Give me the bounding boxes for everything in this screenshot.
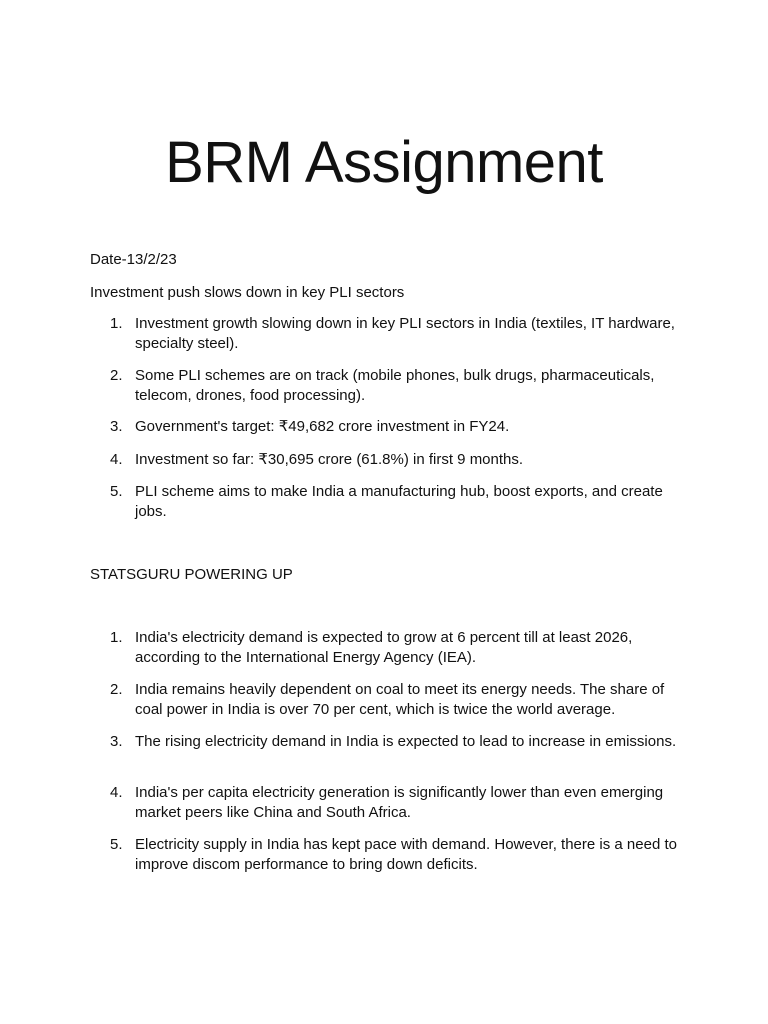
- list-item-number: 1.: [110, 629, 123, 646]
- list-item-text: India remains heavily dependent on coal to meet its energy needs. The share of coal power in India is over 70 per cent, which is twice the world average.: [135, 681, 665, 718]
- list-item-text: Some PLI schemes are on track (mobile phones, bulk drugs, pharmaceuticals, telecom, drones, food processing).: [135, 367, 655, 404]
- list-item: [90, 314, 690, 354]
- list-item: [90, 450, 690, 470]
- list-item-number: 3.: [110, 418, 123, 435]
- list-item: [90, 417, 690, 437]
- list-item: [90, 482, 690, 522]
- document-title: BRM Assignment: [165, 130, 603, 195]
- list-item-text: Electricity supply in India has kept pace with demand. However, there is a need to improve discom performance to bring down deficits.: [135, 836, 677, 873]
- list-item-number: 2.: [110, 681, 123, 698]
- date-line: Date-13/2/23: [90, 251, 177, 268]
- list-item-number: 5.: [110, 836, 123, 853]
- list-item: [90, 366, 690, 406]
- list-item: [90, 628, 690, 668]
- list-item-number: 5.: [110, 483, 123, 500]
- list-item-text: Investment growth slowing down in key PLI sectors in India (textiles, IT hardware, specialty steel).: [135, 315, 675, 352]
- list-item-text: The rising electricity demand in India is expected to lead to increase in emissions.: [135, 733, 677, 750]
- list-item-text: Government's target: ₹49,682 crore investment in FY24.: [135, 418, 510, 435]
- section2-heading: STATSGURU POWERING UP: [90, 566, 293, 583]
- list-item-text: India's per capita electricity generation is significantly lower than even emerging market peers like China and South Africa.: [135, 784, 664, 821]
- list-item-text: Investment so far: ₹30,695 crore (61.8%) in first 9 months.: [135, 451, 524, 468]
- list-item-text: PLI scheme aims to make India a manufacturing hub, boost exports, and create jobs.: [135, 483, 663, 520]
- list-item: [90, 732, 690, 752]
- list-item-number: 4.: [110, 784, 123, 801]
- list-item-number: 4.: [110, 451, 123, 468]
- list-item: [90, 680, 690, 720]
- list-item: [90, 783, 690, 823]
- list-item-number: 2.: [110, 367, 123, 384]
- list-item-text: India's electricity demand is expected to grow at 6 percent till at least 2026, according to the International Energy Agency (IEA).: [135, 629, 633, 666]
- list-item-number: 1.: [110, 315, 123, 332]
- list-item: [90, 835, 690, 875]
- list-item-number: 3.: [110, 733, 123, 750]
- section1-heading: Investment push slows down in key PLI sectors: [90, 284, 405, 301]
